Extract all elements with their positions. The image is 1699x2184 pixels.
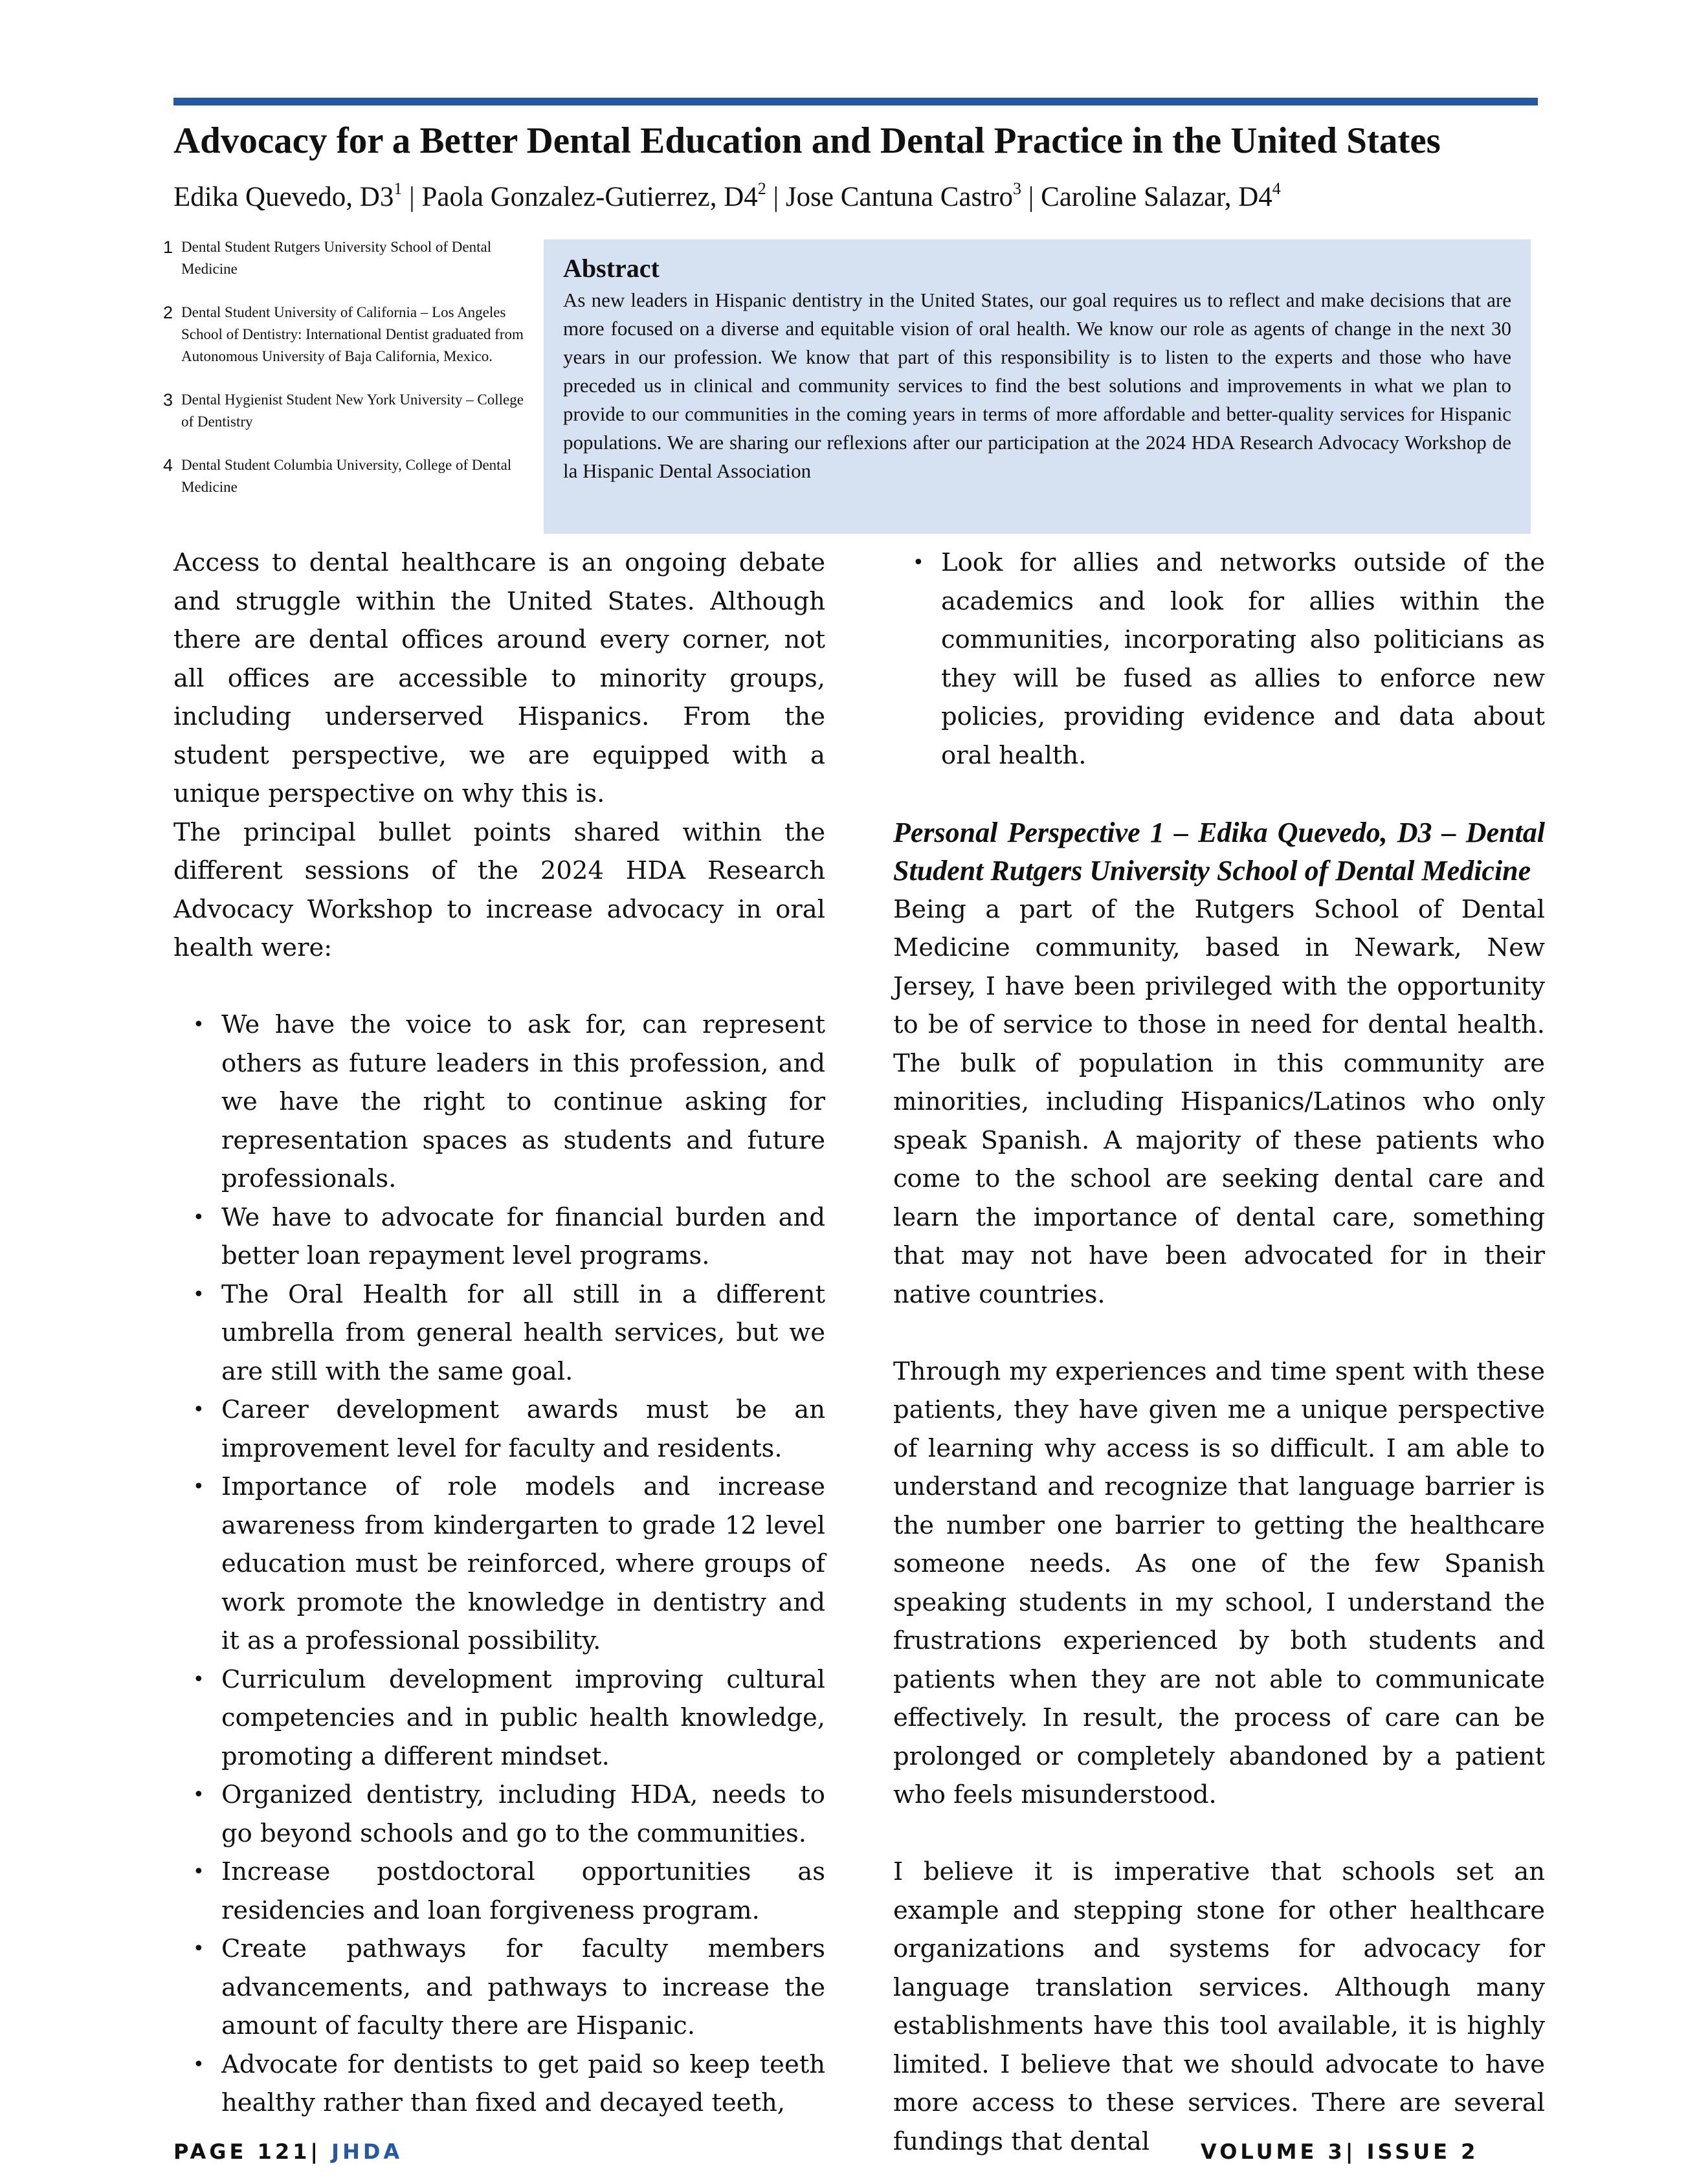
paragraph-gap: [893, 1814, 1545, 1853]
intro-paragraph: Access to dental healthcare is an ongoing debate and struggle within the United States. Although there are dental offices around every corner, not all offices are accessible to minority groups, including underserved Hispanics. From the student perspective, we are equipped with a unique perspective on why this is.: [173, 548, 825, 808]
article-title: Advocacy for a Better Dental Education and Dental Practice in the United States: [173, 120, 1441, 161]
author-separator: |: [1021, 182, 1041, 212]
list-item: • We have to advocate for financial burden and better loan repayment level programs.: [173, 1198, 825, 1275]
right-column: [893, 544, 1545, 2161]
perspective-paragraph: I believe it is imperative that schools set an example and stepping stone for other healthcare organizations and systems for advocacy for language translation services. Although many establishments have this tool available, it is highly limited. I believe that we should advocate to have more access to these services. There are several fundings that dental: [893, 1857, 1545, 2156]
list-item: • Look for allies and networks outside of the academics and look for allies within the communities, incorporating also politicians as they will be fused as allies to enforce new policies, providing evidence and data about oral health.: [893, 544, 1545, 775]
author-name: Jose Cantuna Castro: [785, 182, 1014, 212]
author-separator: |: [766, 182, 786, 212]
affiliation-number: 3: [163, 390, 173, 410]
author-name: Paola Gonzalez-Gutierrez, D4: [421, 182, 758, 212]
author-sup: 2: [757, 179, 766, 198]
affiliation-number: 1: [163, 237, 173, 257]
affiliation-text: Dental Student Rutgers University School of Dental Medicine: [181, 239, 492, 277]
affiliation-text: Dental Student University of California – Los Angeles School of Dentistry: International Dentist graduated from Autonomous University of Baja California, Mexico.: [181, 304, 524, 364]
affiliation: [163, 454, 526, 498]
workshop-bullet-list: [173, 1006, 825, 2123]
footer-page: [173, 2139, 403, 2165]
author-sup: 3: [1013, 179, 1022, 198]
abstract-box: [544, 239, 1531, 534]
list-item: • Curriculum development improving cultural competencies and in public health knowledge, promoting a different mindset.: [173, 1660, 825, 1776]
author-line: [173, 178, 1546, 217]
header-rule: [173, 98, 1538, 105]
paragraph-gap: [173, 967, 825, 1006]
author-sup: 1: [394, 179, 403, 198]
list-item: • The Oral Health for all still in a different umbrella from general health services, but we are still with the same goal.: [173, 1275, 825, 1391]
left-column: [173, 544, 825, 2123]
page-number: PAGE 121|: [173, 2139, 322, 2164]
continued-bullet-list: [893, 544, 1545, 775]
list-item: • Career development awards must be an improvement level for faculty and residents.: [173, 1391, 825, 1468]
perspective-paragraph: Being a part of the Rutgers School of Dental Medicine community, based in Newark, New Jersey, I have been privileged with the opportunity to be of service to those in need for dental health. The bulk of population in this community are minorities, including Hispanics/Latinos who only speak Spanish. A majority of these patients who come to the school are seeking dental care and learn the importance of dental care, something that may not have been advocated for in their native countries.: [893, 894, 1545, 1309]
affiliation-number: 4: [163, 456, 173, 475]
list-item: • We have the voice to ask for, can represent others as future leaders in this profession, and we have the right to continue asking for representation spaces as students and future professionals.: [173, 1006, 825, 1198]
affiliations: [163, 236, 526, 520]
affiliation-text: Dental Hygienist Student New York University – College of Dentistry: [181, 392, 524, 430]
list-item: • Increase postdoctoral opportunities as residencies and loan forgiveness program.: [173, 1853, 825, 1930]
affiliation-text: Dental Student Columbia University, College of Dental Medicine: [181, 457, 512, 495]
author-name: Edika Quevedo, D3: [173, 182, 394, 212]
list-item: • Create pathways for faculty members advancements, and pathways to increase the amount of faculty there are Hispanic.: [173, 1930, 825, 2046]
perspective-heading: Personal Perspective 1 – Edika Quevedo, D3 – Dental Student Rutgers University School of Dental Medicine: [893, 816, 1545, 887]
affiliation-number: 2: [163, 303, 173, 322]
abstract-heading: Abstract: [563, 254, 660, 283]
bullets-intro-paragraph: The principal bullet points shared within the different sessions of the 2024 HDA Research Advocacy Workshop to increase advocacy in oral health were:: [173, 817, 825, 962]
journal-name: JHDA: [331, 2139, 403, 2164]
list-item: • Importance of role models and increase awareness from kindergarten to grade 12 level education must be reinforced, where groups of work promote the knowledge in dentistry and it as a professional possibility.: [173, 1468, 825, 1660]
affiliation: [163, 302, 526, 368]
affiliation: [163, 389, 526, 433]
paragraph-gap: [893, 1314, 1545, 1352]
author-name: Caroline Salazar, D4: [1041, 182, 1272, 212]
perspective-paragraph: Through my experiences and time spent with these patients, they have given me a unique perspective of learning why access is so difficult. I am able to understand and recognize that language barrier is the number one barrier to getting the healthcare someone needs. As one of the few Spanish speaking students in my school, I understand the frustrations experienced by both students and patients when they are not able to communicate effectively. In result, the process of care can be prolonged or completely abandoned by a patient who feels misunderstood.: [893, 1356, 1545, 1809]
author-separator: |: [402, 182, 422, 212]
footer-volume: VOLUME 3| ISSUE 2: [1201, 2139, 1479, 2164]
list-item: • Organized dentistry, including HDA, needs to go beyond schools and go to the communities.: [173, 1776, 825, 1853]
abstract-text: As new leaders in Hispanic dentistry in the United States, our goal requires us to reflect and make decisions that are more focused on a diverse and equitable vision of oral health. We know our role as agents of change in the next 30 years in our profession. We know that part of this responsibility is to listen to the experts and those who have preceded us in clinical and community services to find the best solutions and improvements in what we plan to provide to our communities in the coming years in terms of more affordable and better-quality services for Hispanic populations. We are sharing our reflexions after our participation at the 2024 HDA Research Advocacy Workshop de la Hispanic Dental Association: [563, 289, 1511, 482]
list-item: • Advocate for dentists to get paid so keep teeth healthy rather than fixed and decayed teeth,: [173, 2046, 825, 2123]
affiliation: [163, 236, 526, 280]
author-sup: 4: [1272, 179, 1281, 198]
paragraph-gap: [893, 775, 1545, 813]
